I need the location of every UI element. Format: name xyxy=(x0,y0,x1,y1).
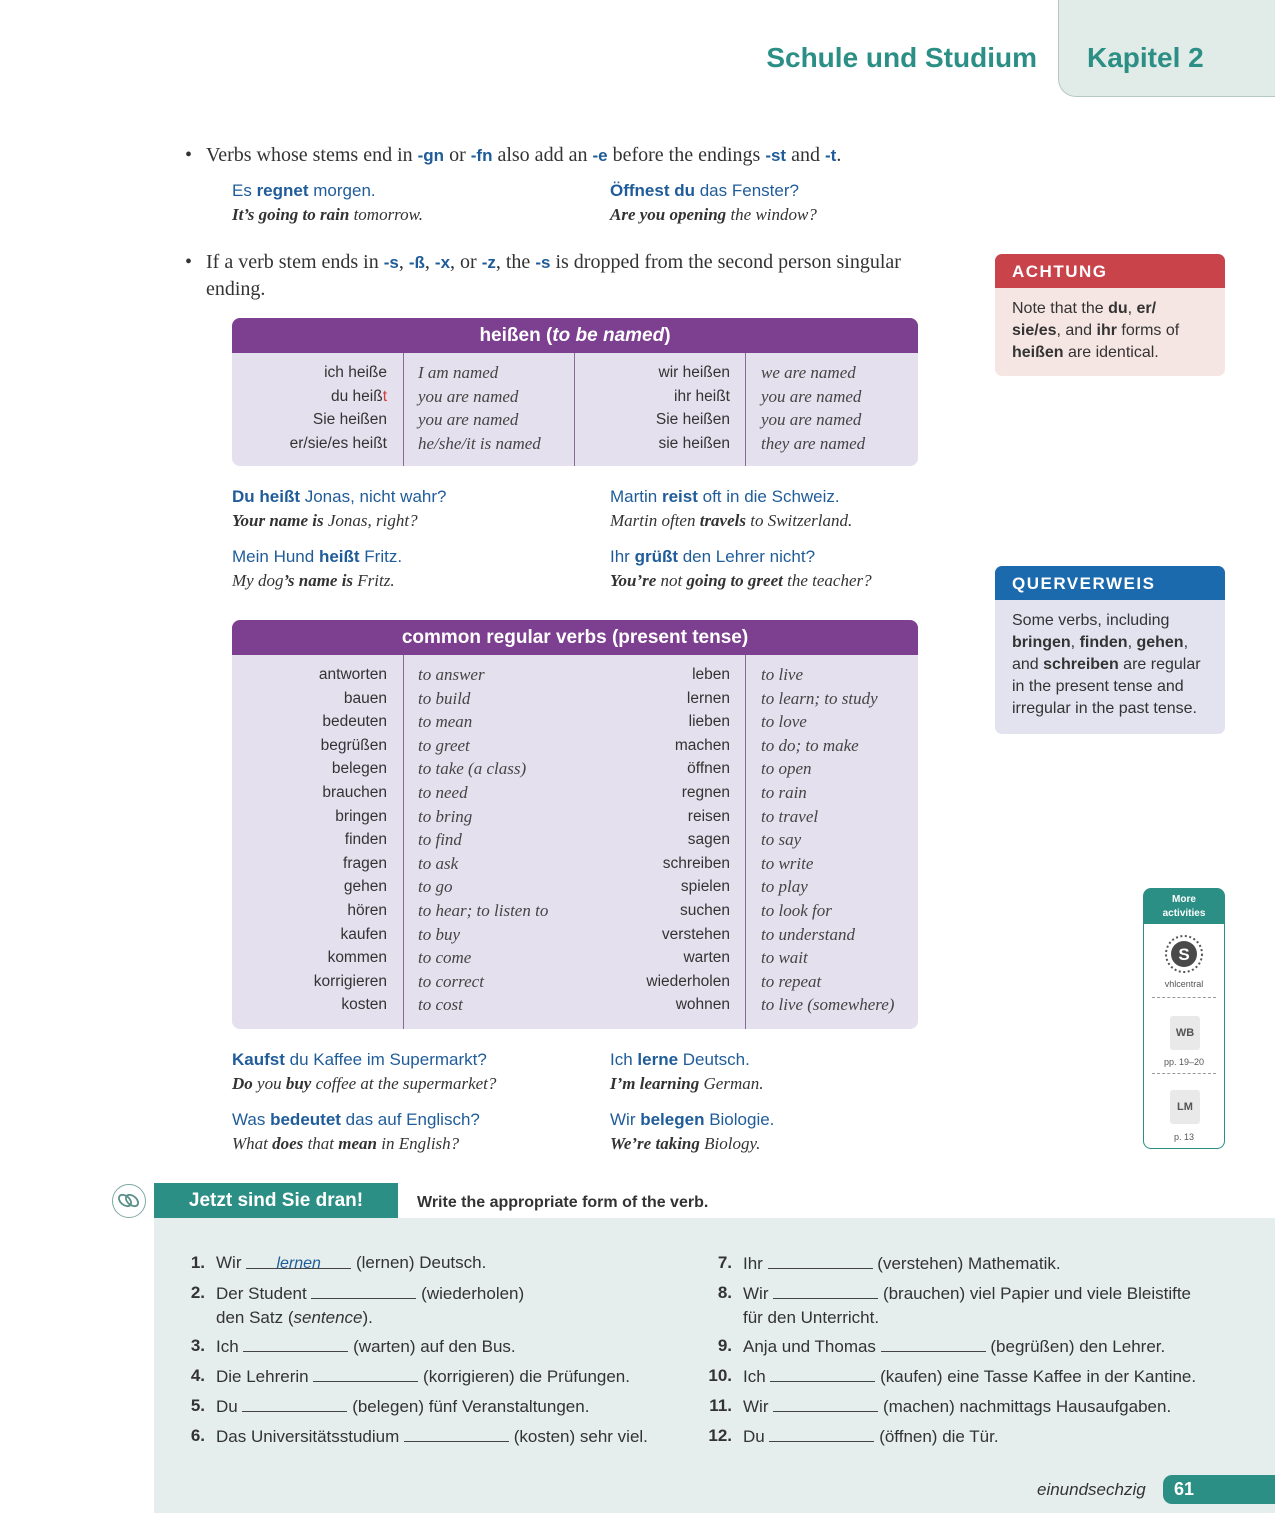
verbs-left-en xyxy=(418,663,548,1017)
common-verbs-title: common regular verbs (present tense) xyxy=(232,620,918,655)
common-verbs-table xyxy=(232,620,918,1029)
achtung-box xyxy=(995,254,1225,376)
verb-cell: gehen xyxy=(343,878,387,896)
answer-blank[interactable] xyxy=(311,1281,416,1299)
example-belegen: Wir belegen Biologie. We’re taking Biology. xyxy=(610,1110,775,1153)
verb-cell: to hear; to listen to xyxy=(418,900,549,920)
verb-cell: fragen xyxy=(343,854,387,872)
verb-cell: korrigieren xyxy=(313,972,387,990)
verb-cell: to ask xyxy=(418,853,459,873)
example-regnet: Es regnet morgen. It’s going to rain tomorrow. xyxy=(232,181,423,224)
heissen-table-title: heißen (to be named) xyxy=(232,318,918,353)
verb-cell: to play xyxy=(761,877,808,897)
verb-cell: to say xyxy=(761,830,802,850)
verb-cell: to greet xyxy=(418,735,470,755)
item-number: 12. xyxy=(708,1426,732,1445)
verb-cell: to wait xyxy=(761,948,808,968)
svg-text:S: S xyxy=(1178,945,1190,964)
verb-cell: bauen xyxy=(343,689,387,707)
verb-cell: to cost xyxy=(418,995,463,1015)
bullet-gn-fn: • Verbs whose stems end in -gn or -fn also add an -e before the endings -st and -t. xyxy=(185,142,841,169)
example-lerne: Ich lerne Deutsch. I’m learning German. xyxy=(610,1050,764,1093)
answer-blank[interactable] xyxy=(773,1281,878,1299)
querverweis-title: QUERVERWEIS xyxy=(995,566,1225,600)
achtung-title: ACHTUNG xyxy=(995,254,1225,288)
verb-cell: finden xyxy=(344,831,387,849)
item-number: 9. xyxy=(717,1336,732,1355)
verb-cell: regnen xyxy=(681,783,730,801)
verb-cell: reisen xyxy=(687,807,730,825)
verb-cell: wiederholen xyxy=(646,972,730,990)
verb-cell: to understand xyxy=(761,924,855,944)
more-activities-title: More activities xyxy=(1144,889,1224,924)
verb-cell: to learn; to study xyxy=(761,688,878,708)
item-number: 11. xyxy=(709,1396,732,1415)
verb-cell: to need xyxy=(418,782,468,802)
verb-cell: warten xyxy=(683,949,730,967)
item-number: 3. xyxy=(190,1336,205,1355)
more-activities-panel xyxy=(1143,888,1225,1149)
page-number-word: einundsechzig xyxy=(1037,1480,1146,1499)
querverweis-text: Some verbs, including bringen, finden, gehen, and schreiben are regular in the present tense and irregular in the past tense. xyxy=(1012,612,1201,717)
verb-cell: to write xyxy=(761,853,814,873)
verb-cell: lieben xyxy=(688,713,730,731)
verb-cell: lernen xyxy=(686,689,730,707)
practice-instruction: Write the appropriate form of the verb. xyxy=(398,1183,1275,1218)
verb-cell: brauchen xyxy=(322,783,387,801)
achtung-text: Note that the du, er/ sie/es, and ihr forms of heißen are identical. xyxy=(1012,300,1180,361)
verb-cell: to mean xyxy=(418,712,473,732)
verb-cell: begrüßen xyxy=(320,736,387,754)
verb-cell: spielen xyxy=(680,878,730,896)
verb-cell: to open xyxy=(761,759,812,779)
item-number: 5. xyxy=(190,1396,205,1415)
verb-cell: öffnen xyxy=(687,760,730,778)
verb-cell: kosten xyxy=(341,996,387,1014)
example-ihr-gruesst: Ihr grüßt den Lehrer nicht? You’re not going to greet the teacher? xyxy=(610,547,872,590)
verb-cell: verstehen xyxy=(661,925,730,943)
chapter-number: Kapitel 2 xyxy=(1087,42,1204,73)
heissen-left-en: I am named you are named you are named he/she/it is named xyxy=(418,363,541,453)
example-hund-heisst: Mein Hund heißt Fritz. My dog’s name is Fritz. xyxy=(232,547,403,590)
verb-cell: belegen xyxy=(331,760,387,778)
item-number: 6. xyxy=(190,1426,205,1445)
verb-cell: to live (somewhere) xyxy=(761,995,895,1015)
example-kaufst: Kaufst du Kaffee im Supermarkt? Do you buy coffee at the supermarket? xyxy=(232,1050,497,1093)
verb-cell: bedeuten xyxy=(322,713,387,731)
querverweis-box xyxy=(995,566,1225,734)
answer-blank[interactable] xyxy=(773,1394,878,1412)
answer-example: lernen xyxy=(276,1255,321,1272)
verb-cell: bringen xyxy=(335,807,387,825)
verb-cell: to build xyxy=(418,688,471,708)
verb-cell: to live xyxy=(761,665,804,684)
verb-cell: to do; to make xyxy=(761,735,859,755)
example-martin-reist: Martin reist oft in die Schweiz. Martin often travels to Switzerland. xyxy=(610,487,853,530)
answer-blank[interactable] xyxy=(246,1251,351,1272)
verbs-right-de xyxy=(575,663,730,1017)
answer-blank[interactable] xyxy=(404,1424,509,1442)
verb-cell: leben xyxy=(692,666,730,683)
heissen-right-de: wir heißen ihr heißt Sie heißen sie heißen xyxy=(655,364,730,452)
practice-header: Jetzt sind Sie dran! xyxy=(154,1183,398,1218)
verb-cell: schreiben xyxy=(662,854,730,872)
verb-cell: to find xyxy=(418,830,462,850)
answer-blank[interactable] xyxy=(243,1334,348,1352)
item-number: 10. xyxy=(708,1366,732,1385)
verb-cell: machen xyxy=(674,736,730,754)
verb-cell: to bring xyxy=(418,806,473,826)
item-number: 1. xyxy=(190,1253,205,1272)
vhlcentral-label: vhlcentral xyxy=(1164,979,1204,989)
heissen-table xyxy=(232,318,918,466)
lab-manual-pages: p. 13 xyxy=(1173,1132,1195,1142)
verbs-left-de xyxy=(232,663,387,1017)
heissen-left-de: ich heiße du heißt Sie heißen er/sie/es heißt xyxy=(289,364,387,452)
verb-cell: to rain xyxy=(761,782,807,802)
workbook-button[interactable]: WB xyxy=(1170,1016,1200,1050)
answer-blank[interactable] xyxy=(769,1424,874,1442)
link-icon[interactable] xyxy=(112,1184,146,1218)
verb-cell: to look for xyxy=(761,900,832,920)
verb-cell: hören xyxy=(347,901,387,919)
chapter-title: Schule und Studium xyxy=(766,42,1037,73)
answer-blank[interactable] xyxy=(770,1364,875,1382)
item-number: 8. xyxy=(717,1283,732,1302)
example-oeffnest: Öffnest du das Fenster? Are you opening the window? xyxy=(610,181,817,224)
item-number: 7. xyxy=(717,1253,732,1272)
verb-cell: to correct xyxy=(418,971,484,991)
item-number: 2. xyxy=(190,1283,205,1302)
verbs-right-en xyxy=(761,663,894,1017)
verb-cell: kommen xyxy=(327,949,387,967)
verb-cell: to go xyxy=(418,877,453,897)
example-du-heisst: Du heißt Jonas, nicht wahr? Your name is Jonas, right? xyxy=(232,487,447,530)
example-bedeutet: Was bedeutet das auf Englisch? What does that mean in English? xyxy=(232,1110,480,1153)
verb-cell: to take (a class) xyxy=(418,759,527,779)
verb-cell: to love xyxy=(761,712,807,732)
verb-cell: to buy xyxy=(418,924,461,944)
verb-cell: to come xyxy=(418,948,472,968)
heissen-right-en: we are named you are named you are named they are named xyxy=(761,363,866,453)
bullet-s-ending: • If a verb stem ends in -s, -ß, -x, or -z, the -s is dropped from the second person singular ending. xyxy=(185,249,905,302)
answer-blank[interactable] xyxy=(242,1394,347,1412)
verb-cell: wohnen xyxy=(675,996,730,1014)
item-number: 4. xyxy=(190,1366,205,1385)
answer-blank[interactable] xyxy=(768,1251,873,1269)
answer-blank[interactable] xyxy=(313,1364,418,1382)
workbook-pages: pp. 19–20 xyxy=(1163,1057,1205,1067)
verb-cell: to travel xyxy=(761,806,819,826)
answer-blank[interactable] xyxy=(881,1334,986,1352)
verb-cell: suchen xyxy=(680,901,730,919)
verb-cell: sagen xyxy=(687,831,730,849)
verb-cell: to answer xyxy=(418,665,485,684)
verb-cell: kaufen xyxy=(340,925,387,943)
vhlcentral-logo-icon[interactable] xyxy=(1164,934,1204,974)
verb-cell: to repeat xyxy=(761,971,822,991)
verb-cell: antworten xyxy=(318,666,387,683)
lab-manual-button[interactable]: LM xyxy=(1170,1090,1200,1124)
page-number: 61 xyxy=(1163,1475,1275,1504)
